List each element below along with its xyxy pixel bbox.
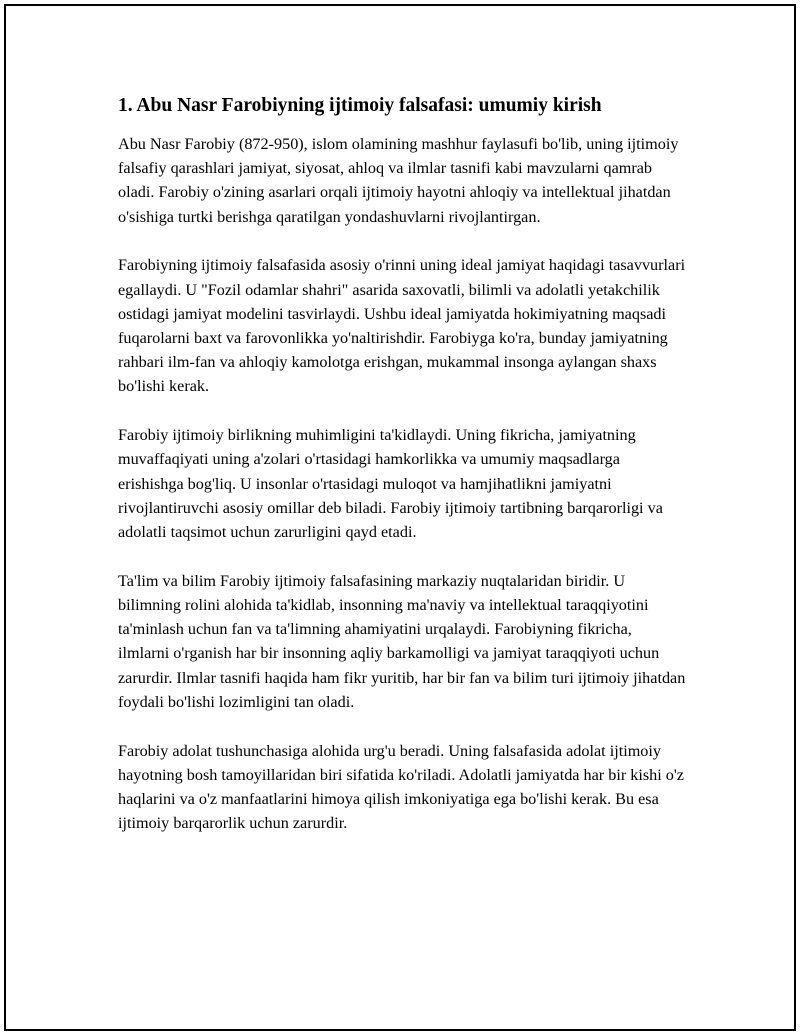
paragraph-social-unity: Farobiy ijtimoiy birlikning muhimligini ta'kidlaydi. Uning fikricha, jamiyatning muvaffaqiyati uning a'zolari o'rtasidagi hamkorlikka va umumiy maqsadlarga erishishga bog'liq. U insonlar o'rtasidagi muloqot va hamjihatlikni jamiyatni rivojlantiruvchi asosiy omillar deb biladi. Farobiy ijtimoiy tartibning barqarorligi va adolatli taqsimot uchun zarurligini qayd etadi. bbox=[118, 426, 663, 542]
document-title: 1. Abu Nasr Farobiyning ijtimoiy falsafasi: umumiy kirish bbox=[118, 95, 602, 116]
paragraph-ideal-society: Farobiyning ijtimoiy falsafasida asosiy o'rinni uning ideal jamiyat haqidagi tasavvurlari egallaydi. U "Fozil odamlar shahri" asarida saxovatli, bilimli va adolatli yetakchilik ostidagi jamiyat modelini tasvirlaydi. Ushbu ideal jamiyatda hokimiyatning maqsadi fuqarolarni baxt va farovonlikka yo'naltirishdir. Farobiyga ko'ra, bunday jamiyatning rahbari ilm-fan va ahloqiy kamolotga erishgan, mukammal insonga aylangan shaxs bo'lishi kerak. bbox=[118, 256, 686, 396]
paragraph-intro: Abu Nasr Farobiy (872-950), islom olamining mashhur faylasufi bo'lib, uning ijtimoiy falsafiy qarashlari jamiyat, siyosat, ahloq va ilmlar tasnifi kabi mavzularni qamrab oladi. Farobiy o'zining asarlari orqali ijtimoiy hayotni ahloqiy va intellektual jihatdan o'sishiga turtki berishga qaratilgan yondashuvlarni rivojlantirgan. bbox=[118, 135, 679, 226]
paragraph-education: Ta'lim va bilim Farobiy ijtimoiy falsafasining markaziy nuqtalaridan biridir. U bilimning rolini alohida ta'kidlab, insonning ma'naviy va intellektual taraqqiyotini ta'minlash uchun fan va ta'limning ahamiyatini urqalaydi. Farobiyning fikricha, ilmlarni o'rganish har bir insonning aqliy barkamolligi va jamiyat taraqqiyoti uchun zarurdir. Ilmlar tasnifi haqida ham fikr yuritib, har bir fan va bilim turi ijtimoiy jihatdan foydali bo'lishi lozimligini tan oladi. bbox=[118, 571, 686, 711]
paragraph-justice: Farobiy adolat tushunchasiga alohida urg'u beradi. Uning falsafasida adolat ijtimoiy hayotning bosh tamoyillaridan biri sifatida ko'riladi. Adolatli jamiyatda har bir kishi o'z haqlarini va o'z manfaatlarini himoya qilish imkoniyatiga ega bo'lishi kerak. Bu esa ijtimoiy barqarorlik uchun zarurdir. bbox=[118, 741, 684, 833]
document-body bbox=[118, 94, 686, 860]
